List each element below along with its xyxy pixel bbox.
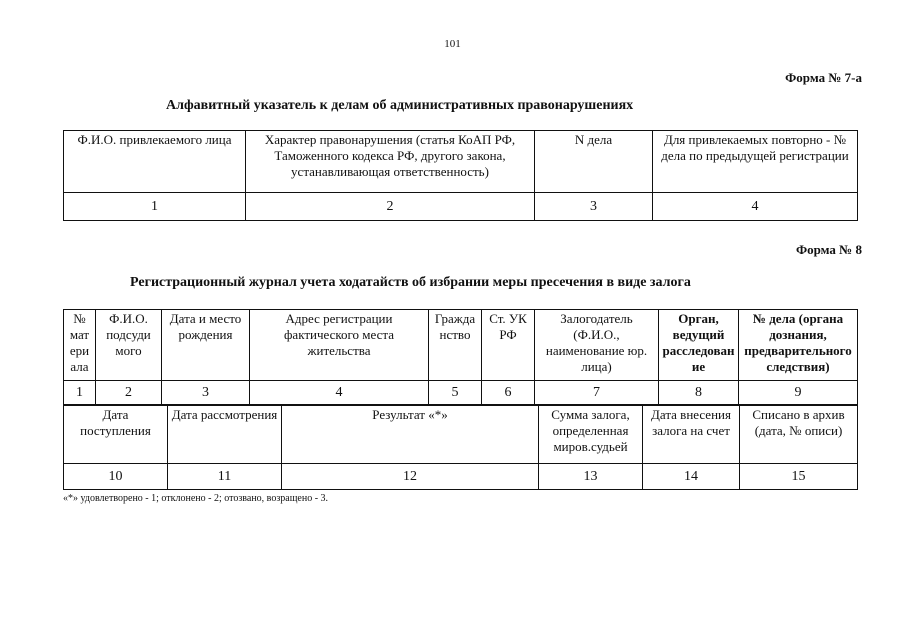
header-cell: № мат ери ала [64,310,96,381]
header-cell: N дела [535,131,653,193]
column-number: 6 [482,381,535,405]
header-cell: Дата внесения залога на счет [643,406,740,464]
form-7a-label: Форма № 7-а [785,70,862,85]
header-cell: Дата поступления [64,406,168,464]
bail-journal-table-bottom [63,405,858,490]
table-header-row [64,310,858,381]
form-8-label: Форма № 8 [795,242,862,257]
column-number: 1 [64,381,96,405]
header-cell: Адрес регистрации фактического места жительства [250,310,429,381]
header-cell: Дата и место рождения [162,310,250,381]
header-cell: Списано в архив (дата, № описи) [740,406,858,464]
column-number: 9 [739,381,858,405]
header-cell: Сумма залога, определенная миров.судьей [539,406,643,464]
column-number: 4 [653,193,858,221]
header-cell: Ф.И.О. привлекаемого лица [64,131,246,193]
header-cell: Характер правонарушения (статья КоАП РФ, Таможенного кодекса РФ, другого закона, устанавливающая ответственность) [246,131,535,193]
bail-journal-table-top [63,309,858,405]
header-cell: Ф.И.О. подсуди мого [96,310,162,381]
footnote: «*» удовлетворено - 1; отклонено - 2; отозвано, возращено - 3. [63,493,329,504]
header-cell: № дела (органа дознания, предварительного следствия) [739,310,858,381]
header-cell: Орган, ведущий расследован ие [659,310,739,381]
form-8-title: Регистрационный журнал учета ходатайств об избрании меры пресечения в виде залога [130,275,691,290]
column-number: 2 [246,193,535,221]
column-number: 13 [539,464,643,490]
column-number-row [64,193,858,221]
column-number-row [64,464,858,490]
column-number: 3 [535,193,653,221]
header-cell: Результат «*» [282,406,539,464]
column-number: 8 [659,381,739,405]
form-7a-title: Алфавитный указатель к делам об административных правонарушениях [166,98,634,113]
column-number: 11 [168,464,282,490]
alphabetical-index-table [63,130,858,221]
column-number: 15 [740,464,858,490]
column-number: 4 [250,381,429,405]
column-number: 2 [96,381,162,405]
table-header-row [64,406,858,464]
header-cell: Гражда нство [429,310,482,381]
column-number: 5 [429,381,482,405]
column-number: 14 [643,464,740,490]
header-cell: Ст. УК РФ [482,310,535,381]
column-number: 1 [64,193,246,221]
header-cell: Для привлекаемых повторно - № дела по предыдущей регистрации [653,131,858,193]
column-number: 3 [162,381,250,405]
header-cell: Дата рассмотрения [168,406,282,464]
column-number: 7 [535,381,659,405]
column-number-row [64,381,858,405]
header-cell: Залогодатель (Ф.И.О., наименование юр. лица) [535,310,659,381]
column-number: 10 [64,464,168,490]
page-number: 101 [444,38,461,50]
column-number: 12 [282,464,539,490]
table-header-row [64,131,858,193]
